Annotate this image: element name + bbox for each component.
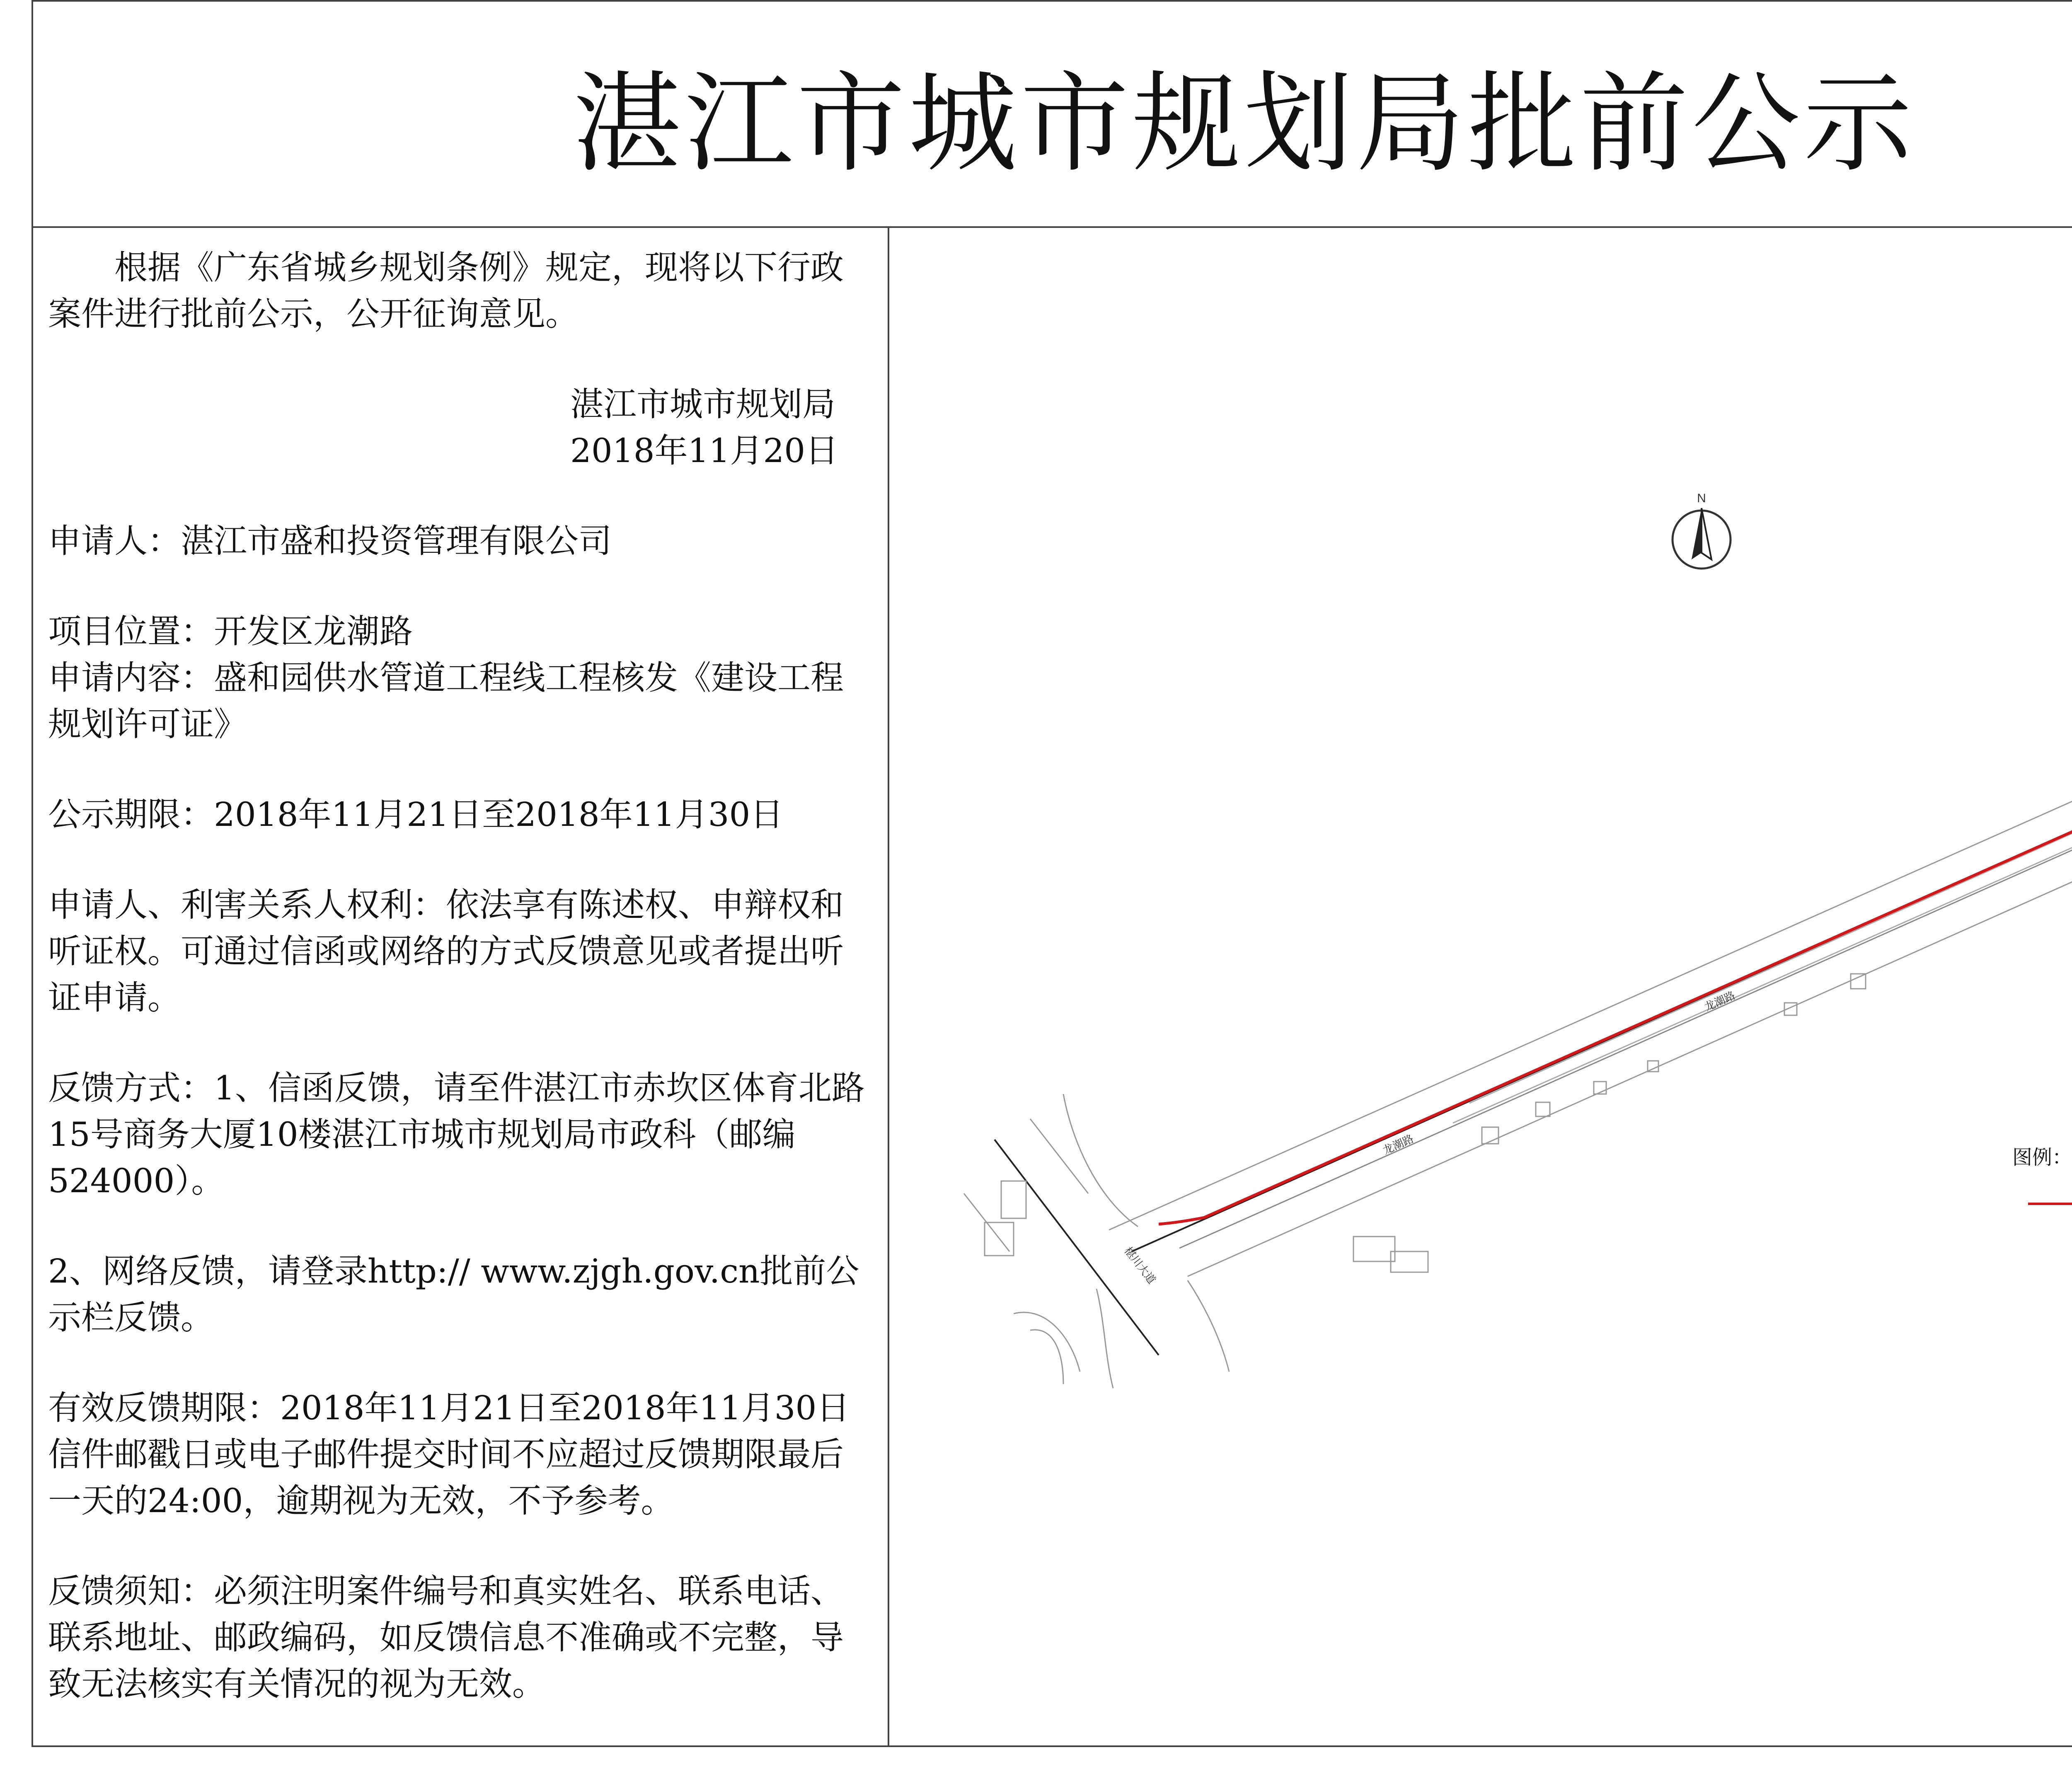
issue-date: 2018年11月20日 [570,431,839,470]
title-row [33,2,2072,228]
road-label-zhanchuan: 椹川大道 [1122,1244,1158,1286]
application-content: 申请内容：盛和园供水管道工程线工程核发《建设工程规划许可证》 [48,658,844,743]
notice-frame [31,0,2072,1747]
site-map [889,228,2072,1747]
applicant: 申请人：湛江市盛和投资管理有限公司 [48,522,612,560]
road-label-longchao-3: 龙潮路 [1381,1132,1416,1157]
north-arrow-icon [1673,491,1731,569]
legend-pipe-swatch [2028,1203,2072,1205]
issuer-name: 湛江市城市规划局 [570,385,835,424]
notice-text-column [33,228,889,1747]
valid-feedback-period: 有效反馈期限：2018年11月21日至2018年11月30日 [48,1389,850,1427]
legend-title: 图例： [2012,1146,2072,1169]
project-location: 项目位置：开发区龙潮路 [48,612,413,651]
feedback-method-1: 反馈方式：1、信函反馈，请至件湛江市赤坎区体育北路15号商务大厦10楼湛江市城市规划局市政科（邮编524000）。 [48,1069,865,1200]
issuer-signature [48,381,873,474]
page-title: 湛江市城市规划局批前公示 [573,60,1915,187]
new-pipeline [1159,715,2072,1224]
main-road [1109,682,2072,1276]
publicity-period: 公示期限：2018年11月21日至2018年11月30日 [48,795,784,834]
intro-paragraph: 根据《广东省城乡规划条例》规定，现将以下行政案件进行批前公示，公开征询意见。 [48,248,844,333]
feedback-notes: 反馈须知：必须注明案件编号和真实姓名、联系电话、联系地址、邮政编码，如反馈信息不准确或不完整，导致无法核实有关情况的视为无效。 [48,1572,844,1703]
rights-paragraph: 申请人、利害关系人权利：依法享有陈述权、申辩权和听证权。可通过信函或网络的方式反馈意见或者提出听证申请。 [48,886,844,1017]
feedback-method-2: 2、网络反馈，请登录http:// www.zjgh.gov.cn批前公示栏反馈。 [48,1252,859,1337]
site-map-panel [889,228,2072,1747]
north-label: N [1697,491,1706,505]
valid-feedback-note: 信件邮戳日或电子邮件提交时间不应超过反馈期限最后一天的24:00，逾期视为无效，不予参考。 [48,1435,844,1520]
road-label-longchao-2: 龙潮路 [1702,989,1737,1014]
